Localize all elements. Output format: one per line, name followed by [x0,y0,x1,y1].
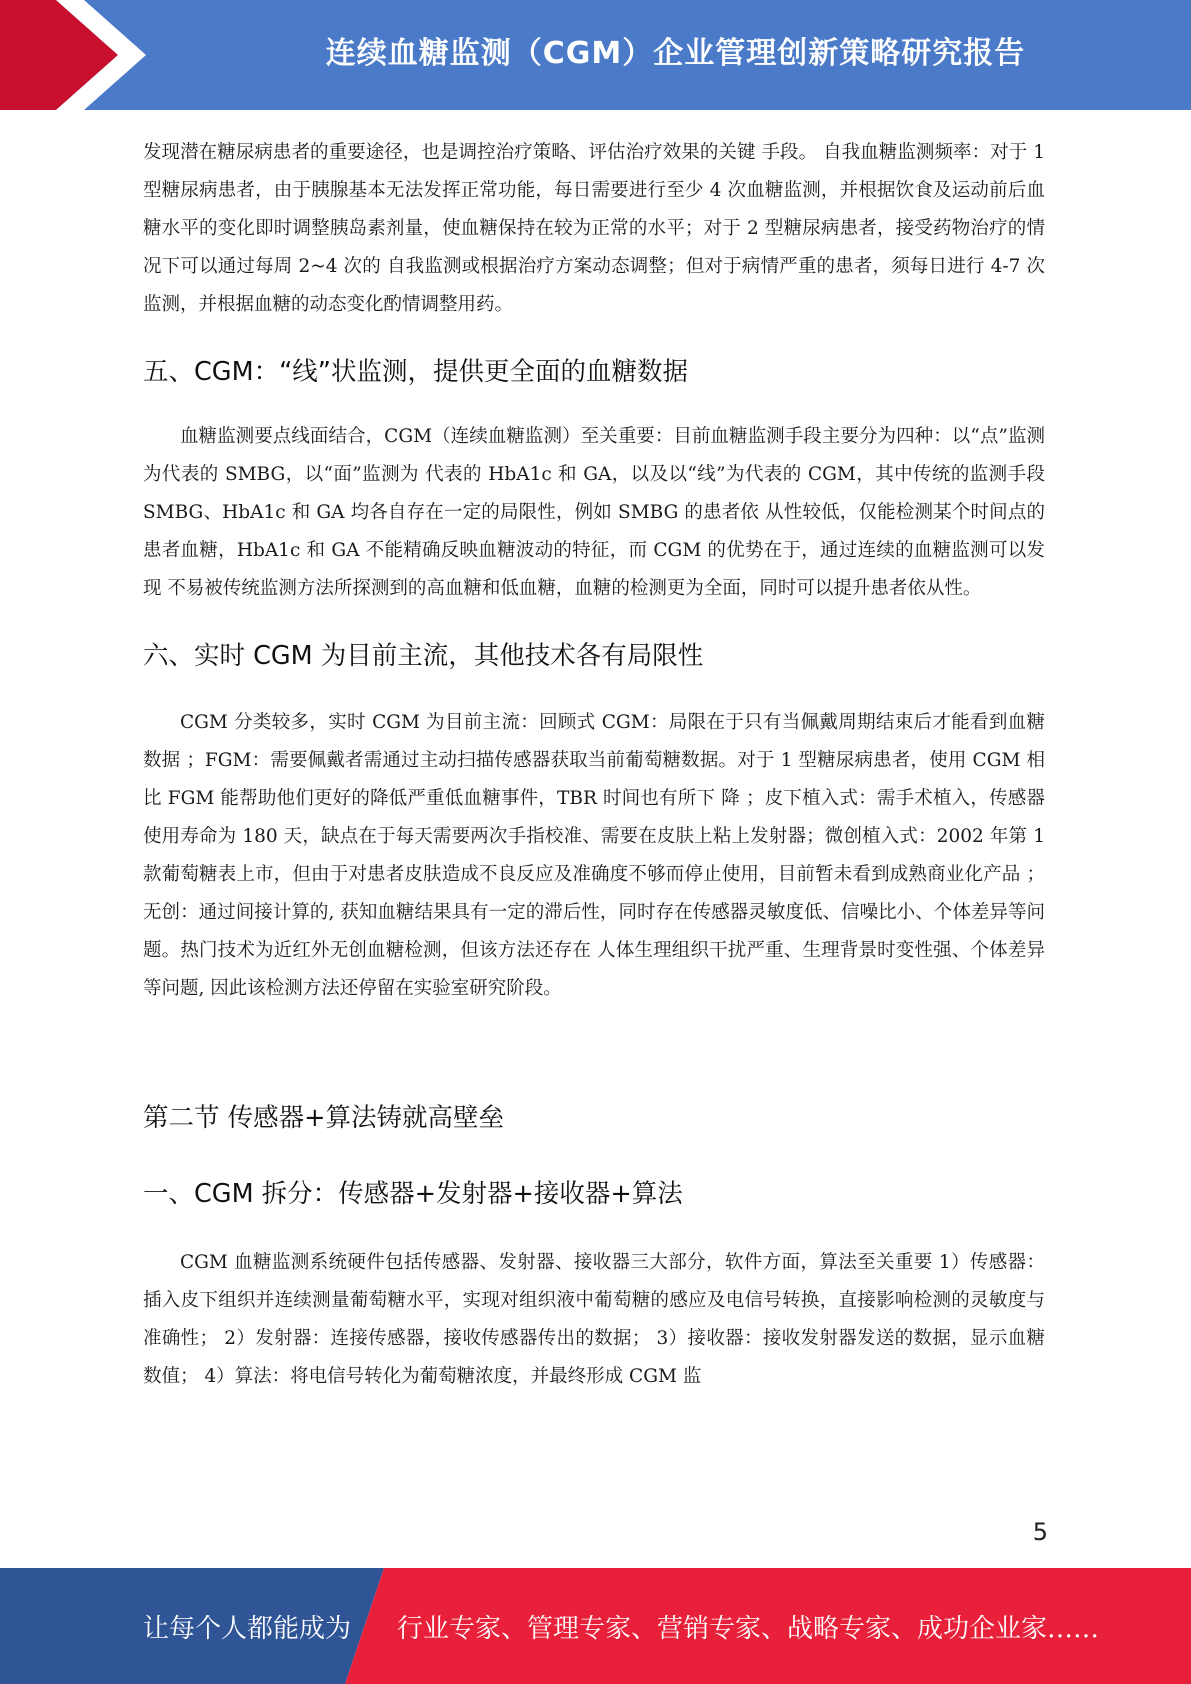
report-title: 连续血糖监测（CGM）企业管理创新策略研究报告 [325,36,1026,71]
intro-paragraph: 发现潜在糖尿病患者的重要途径，也是调控治疗策略、评估治疗效果的关键 手段。 自我血糖监测频率：对于 1 型糖尿病患者，由于胰腺基本无法发挥正常功能，每日需要进行至少 4 次血糖监测，并根据饮食及运动前后血 糖水平的变化即时调整胰岛素剂量，使血糖保持在较为正常的水平；对于 2 型糖尿病患者，接受药物治疗的情况下可以通过每周 2~4 次的 自我监测或根据治疗方案动态调整；但对于病情严重的患者，须每日进行 4-7 次监测，并根据血糖的动态变化酌情调整用药。 [143,142,1045,315]
footer-slogan-right: 行业专家、管理专家、营销专家、战略专家、成功企业家…… [397,1613,1100,1644]
page-content [143,134,1045,1396]
paragraph-section-5: 血糖监测要点线面结合，CGM（连续血糖监测）至关重要：目前血糖监测手段主要分为四种：以“点”监测为代表的 SMBG，以“面”监测为 代表的 HbA1c 和 GA，以及以“线”为代表的 CGM，其中传统的监测手段 SMBG、HbA1c 和 GA 均各自存在一定的局限性，例如 SMBG 的患者依 从性较低，仅能检测某个时间点的患者血糖，HbA1c 和 GA 不能精确反映血糖波动的特征，而 CGM 的优势在于，通过连续的血糖监测可以发现 不易被传统监测方法所探测到的高血糖和低血糖，血糖的检测更为全面，同时可以提升患者依从性。 [143,426,1045,599]
header-chevron-graphic [0,0,160,110]
footer-slogan-left: 让每个人都能成为 [143,1613,352,1644]
page-number: 5 [1032,1518,1048,1546]
page-header [0,0,1191,110]
page-footer [0,1568,1191,1684]
heading-chapter-2: 第二节 传感器+算法铸就高壁垒 [143,1103,504,1133]
paragraph-chapter-2-part-1: CGM 血糖监测系统硬件包括传感器、发射器、接收器三大部分，软件方面，算法至关重要 1）传感器：插入皮下组织并连续测量葡萄糖水平，实现对组织液中葡萄糖的感应及电信号转换，直接影响检测的灵敏度与准确性； 2）发射器：连接传感器，接收传感器传出的数据； 3）接收器：接收发射器发送的数据，显示血糖数值； 4）算法：将电信号转化为葡萄糖浓度，并最终形成 CGM 监 [143,1252,1045,1387]
heading-chapter-2-part-1: 一、CGM 拆分：传感器+发射器+接收器+算法 [143,1179,683,1209]
heading-section-6: 六、实时 CGM 为目前主流，其他技术各有局限性 [143,641,704,671]
paragraph-section-6: CGM 分类较多，实时 CGM 为目前主流：回顾式 CGM：局限在于只有当佩戴周期结束后才能看到血糖数据 ；FGM：需要佩戴者需通过主动扫描传感器获取当前葡萄糖数据。对于 1 型糖尿病患者，使用 CGM 相比 FGM 能帮助他们更好的降低严重低血糖事件，TBR 时间也有所下 降 ；皮下植入式：需手术植入，传感器使用寿命为 180 天，缺点在于每天需要两次手指校准、需要在皮肤上粘上发射器；微创植入式：2002 年第 1 款葡萄糖表上市，但由于对患者皮肤造成不良反应及准确度不够而停止使用，目前暂未看到成熟商业化产品 ；无创：通过间接计算的, 获知血糖结果具有一定的滞后性，同时存在传感器灵敏度低、信噪比小、个体差异等问题。热门技术为近红外无创血糖检测，但该方法还存在 人体生理组织干扰严重、生理背景时变性强、个体差异等问题, 因此该检测方法还停留在实验室研究阶段。 [143,712,1045,999]
heading-section-5: 五、CGM：“线”状监测，提供更全面的血糖数据 [143,357,688,387]
